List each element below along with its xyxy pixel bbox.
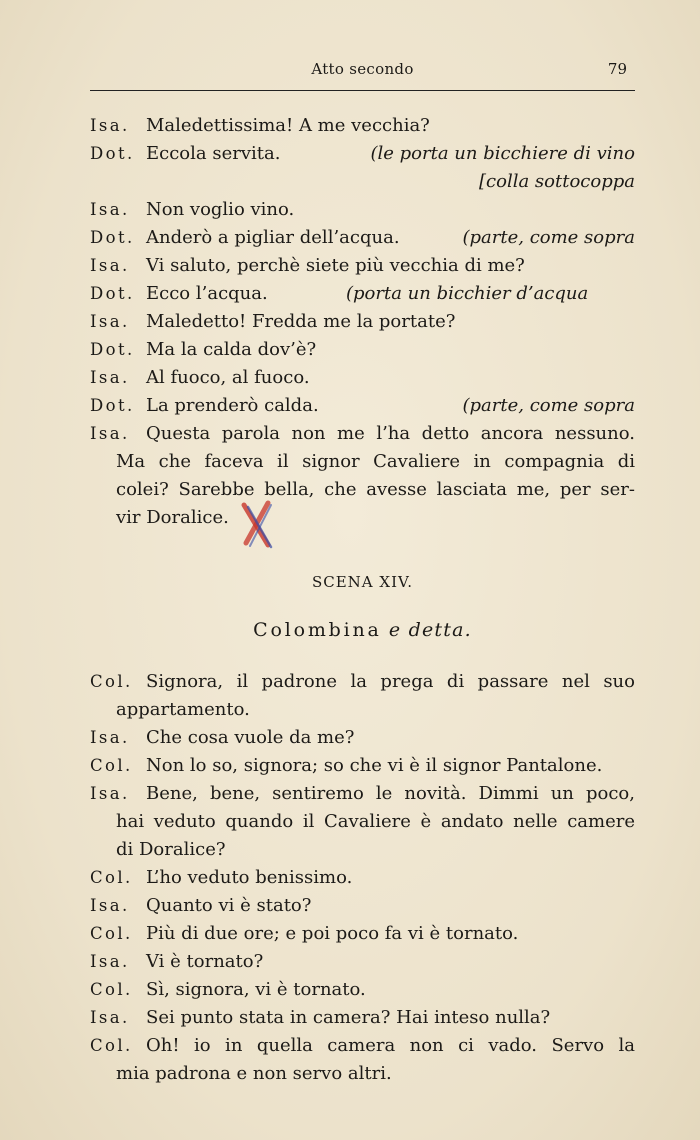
line-text: Maledettissima! A me vecchia? bbox=[146, 115, 430, 136]
dialogue-line bbox=[90, 780, 635, 808]
scene-heading: SCENA XIV. bbox=[311, 573, 413, 591]
stage-direction: [colla sottocoppa bbox=[479, 171, 635, 192]
line-text: Che cosa vuole da me? bbox=[146, 727, 355, 748]
line-text: vir Doralice. bbox=[116, 507, 229, 528]
page-number: 79 bbox=[607, 60, 627, 78]
line-text: Eccola servita. bbox=[146, 143, 281, 164]
character-conjunction: e bbox=[388, 619, 402, 641]
dialogue-continuation bbox=[90, 448, 635, 476]
play-text bbox=[90, 112, 635, 1088]
line-text: Ma che faceva il signor Cavaliere in compagnia di bbox=[116, 451, 635, 472]
speaker-label: Isa. bbox=[90, 256, 130, 275]
speaker-label: Dot. bbox=[90, 144, 135, 163]
line-text: Quanto vi è stato? bbox=[146, 895, 312, 916]
speaker-label: Col. bbox=[90, 756, 133, 775]
dialogue-line bbox=[90, 224, 635, 252]
running-header bbox=[90, 60, 635, 84]
line-text: Al fuoco, al fuoco. bbox=[146, 367, 310, 388]
speaker-label: Dot. bbox=[90, 396, 135, 415]
dialogue-line bbox=[90, 280, 635, 308]
line-text: Signora, il padrone la prega di passare nel suo bbox=[146, 671, 635, 692]
dialogue-line bbox=[90, 668, 635, 696]
line-text: Ma la calda dov’è? bbox=[146, 339, 317, 360]
line-text: mia padrona e non servo altri. bbox=[116, 1063, 392, 1084]
line-text: Anderò a pigliar dell’acqua. bbox=[146, 227, 400, 248]
line-text: colei? Sarebbe bella, che avesse lasciata me, per ser- bbox=[116, 479, 635, 500]
dialogue-continuation bbox=[90, 696, 635, 724]
dialogue-continuation bbox=[90, 476, 635, 504]
line-text: L’ho veduto benissimo. bbox=[146, 867, 353, 888]
line-text: Oh! io in quella camera non ci vado. Servo la bbox=[146, 1035, 635, 1056]
line-text: Più di due ore; e poi poco fa vi è tornato. bbox=[146, 923, 519, 944]
line-text: Sei punto stata in camera? Hai inteso nulla? bbox=[146, 1007, 551, 1028]
character-rest: detta. bbox=[408, 619, 472, 641]
speaker-label: Isa. bbox=[90, 896, 130, 915]
dialogue-line bbox=[90, 1004, 635, 1032]
speaker-label: Isa. bbox=[90, 424, 130, 443]
dialogue-line bbox=[90, 364, 635, 392]
speaker-label: Isa. bbox=[90, 116, 130, 135]
line-text: Sì, signora, vi è tornato. bbox=[146, 979, 366, 1000]
dialogue-line bbox=[90, 112, 635, 140]
speaker-label: Dot. bbox=[90, 228, 135, 247]
dialogue-continuation bbox=[90, 504, 635, 532]
header-rule bbox=[90, 90, 635, 91]
dialogue-line bbox=[90, 1032, 635, 1060]
dialogue-line bbox=[90, 892, 635, 920]
speaker-label: Isa. bbox=[90, 952, 130, 971]
stage-direction: (le porta un bicchiere di vino bbox=[370, 143, 635, 164]
speaker-label: Isa. bbox=[90, 784, 130, 803]
line-text: Questa parola non me l’ha detto ancora nessuno. bbox=[146, 423, 635, 444]
dialogue-line bbox=[90, 724, 635, 752]
speaker-label: Isa. bbox=[90, 200, 130, 219]
header-title: Atto secondo bbox=[311, 60, 414, 78]
speaker-label: Isa. bbox=[90, 312, 130, 331]
speaker-label: Isa. bbox=[90, 728, 130, 747]
dialogue-line bbox=[90, 336, 635, 364]
crayon-x-mark bbox=[238, 493, 278, 555]
line-text: hai veduto quando il Cavaliere è andato nelle camere bbox=[116, 811, 635, 832]
speaker-label: Col. bbox=[90, 924, 133, 943]
dialogue-line bbox=[90, 948, 635, 976]
line-text: Non lo so, signora; so che vi è il signor Pantalone. bbox=[146, 755, 603, 776]
dialogue-line bbox=[90, 392, 635, 420]
stage-direction: (parte, come sopra bbox=[462, 227, 635, 248]
line-text: Maledetto! Fredda me la portate? bbox=[146, 311, 456, 332]
line-text: La prenderò calda. bbox=[146, 395, 319, 416]
speaker-label: Col. bbox=[90, 672, 133, 691]
speaker-label: Isa. bbox=[90, 368, 130, 387]
line-text: Vi è tornato? bbox=[146, 951, 264, 972]
line-text: Bene, bene, sentiremo le novità. Dimmi un poco, bbox=[146, 783, 635, 804]
dialogue-line bbox=[90, 168, 635, 196]
dialogue-line bbox=[90, 420, 635, 448]
dialogue-line bbox=[90, 140, 635, 168]
dialogue-line bbox=[90, 976, 635, 1004]
speaker-label: Dot. bbox=[90, 340, 135, 359]
dialogue-continuation bbox=[90, 836, 635, 864]
dialogue-line bbox=[90, 752, 635, 780]
dialogue-line bbox=[90, 252, 635, 280]
line-text: Non voglio vino. bbox=[146, 199, 295, 220]
scene-characters bbox=[90, 616, 635, 644]
speaker-label: Isa. bbox=[90, 1008, 130, 1027]
dialogue-line bbox=[90, 308, 635, 336]
character-name: Colombina bbox=[253, 619, 382, 641]
line-text: Vi saluto, perchè siete più vecchia di me? bbox=[146, 255, 525, 276]
dialogue-continuation bbox=[90, 808, 635, 836]
line-text: Ecco l’acqua. bbox=[146, 283, 268, 304]
speaker-label: Col. bbox=[90, 980, 133, 999]
speaker-label: Col. bbox=[90, 868, 133, 887]
dialogue-continuation bbox=[90, 1060, 635, 1088]
speaker-label: Dot. bbox=[90, 284, 135, 303]
line-text: di Doralice? bbox=[116, 839, 226, 860]
dialogue-line bbox=[90, 920, 635, 948]
dialogue-line bbox=[90, 196, 635, 224]
stage-direction: (porta un bicchier d’acqua bbox=[346, 283, 589, 304]
dialogue-line bbox=[90, 864, 635, 892]
speaker-label: Col. bbox=[90, 1036, 133, 1055]
stage-direction: (parte, come sopra bbox=[462, 395, 635, 416]
line-text: appartamento. bbox=[116, 699, 250, 720]
